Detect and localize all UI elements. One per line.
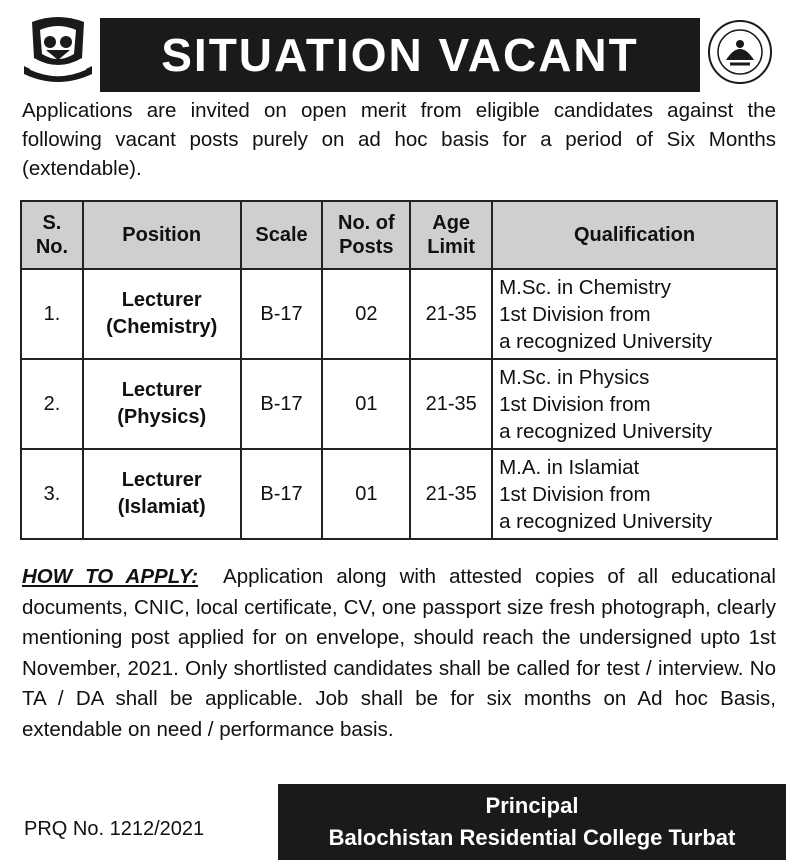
cell-scale: B-17: [241, 359, 323, 449]
title-banner: [100, 18, 700, 92]
cell-position: Lecturer (Chemistry): [83, 269, 241, 359]
header-age: Age Limit: [410, 201, 492, 269]
cell-qualification: M.A. in Islamiat 1st Division from a recognized University: [492, 449, 777, 539]
cell-sno: 1.: [21, 269, 83, 359]
header-qualification: Qualification: [492, 201, 777, 269]
signatory-title: Principal: [485, 793, 579, 818]
cell-posts: 01: [322, 449, 410, 539]
table-row: [21, 269, 777, 359]
signoff-banner: [278, 784, 786, 860]
vacancies-table: [20, 200, 778, 540]
cell-age: 21-35: [410, 269, 492, 359]
header-position: Position: [83, 201, 241, 269]
government-emblem-icon: [18, 14, 98, 82]
cell-position: Lecturer (Physics): [83, 359, 241, 449]
prq-number: PRQ No. 1212/2021: [24, 818, 205, 840]
cell-position: Lecturer (Islamiat): [83, 449, 241, 539]
cell-posts: 02: [322, 269, 410, 359]
cell-sno: 2.: [21, 359, 83, 449]
header-posts: No. of Posts: [322, 201, 410, 269]
header-scale: Scale: [241, 201, 323, 269]
page-title: SITUATION VACANT: [161, 29, 639, 81]
table-header-row: [21, 201, 777, 269]
cell-qualification: M.Sc. in Chemistry 1st Division from a recognized University: [492, 269, 777, 359]
intro-paragraph: Applications are invited on open merit from eligible candidates against the following vacant posts purely on ad hoc basis for a period of Six Months (extendable).: [22, 99, 776, 180]
table-row: [21, 449, 777, 539]
institution-name: Balochistan Residential College Turbat: [328, 825, 736, 850]
cell-scale: B-17: [241, 269, 323, 359]
cell-age: 21-35: [410, 449, 492, 539]
how-to-apply-paragraph: [22, 562, 776, 745]
how-to-apply-text: Application along with attested copies of all educational documents, CNIC, local certificate, CV, one passport size fresh photograph, clearly mentioning post applied for on envelope, should reach the undersigned upto 1st November, 2021. Only shortlisted candidates shall be called for test / interview. No TA / DA shall be applicable. Job shall be for six months on Ad hoc Basis, extendable on need / performance basis.: [22, 565, 776, 741]
cell-sno: 3.: [21, 449, 83, 539]
header-sno: S. No.: [21, 201, 83, 269]
cell-qualification: M.Sc. in Physics 1st Division from a recognized University: [492, 359, 777, 449]
how-to-apply-label: HOW TO APPLY:: [22, 565, 199, 588]
cell-age: 21-35: [410, 359, 492, 449]
cell-scale: B-17: [241, 449, 323, 539]
cell-posts: 01: [322, 359, 410, 449]
table-row: [21, 359, 777, 449]
college-seal-icon: [706, 18, 774, 86]
